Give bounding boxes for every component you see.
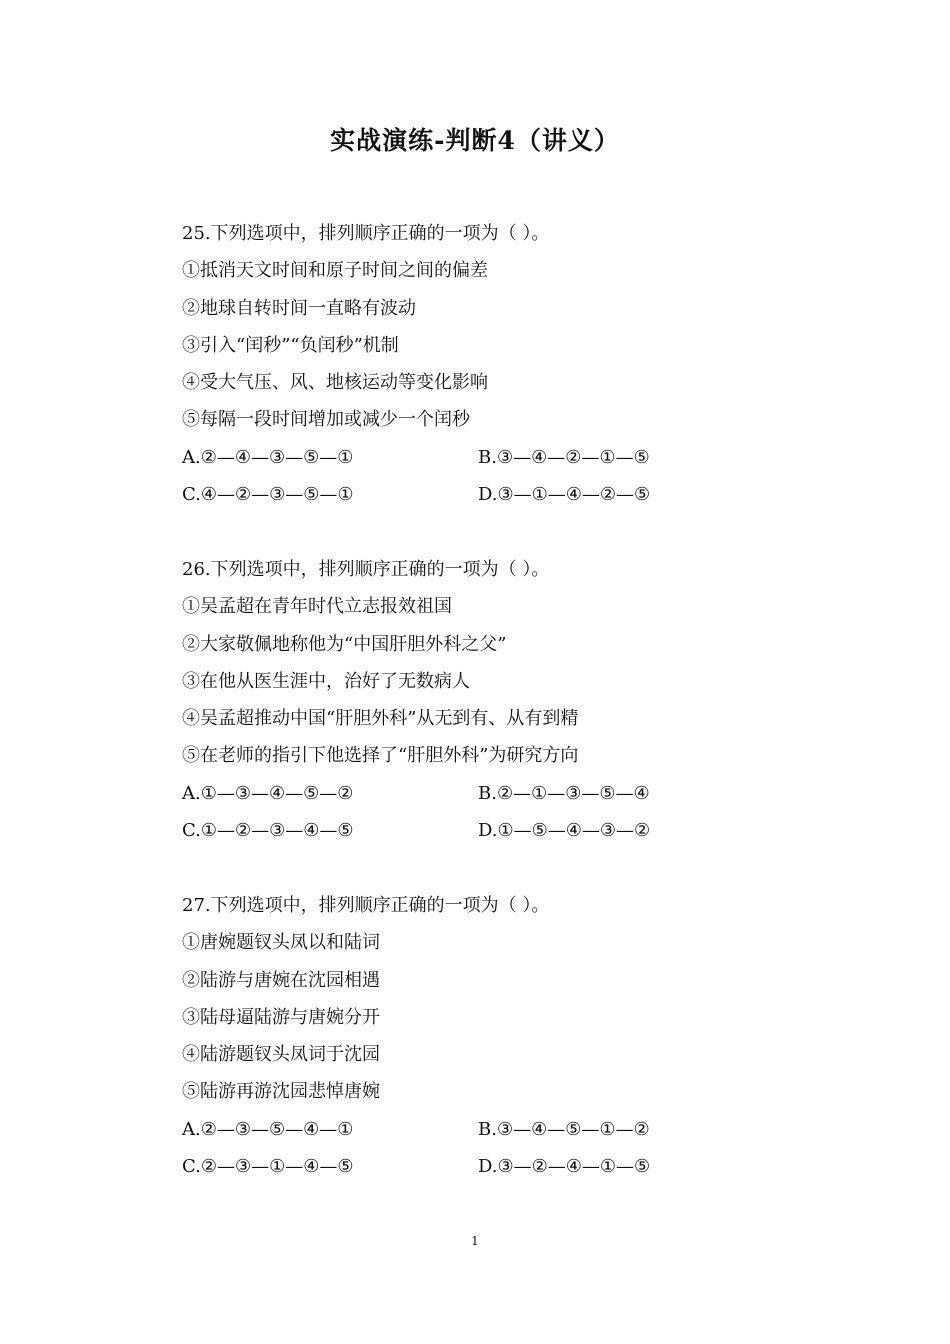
page-number: 1 [471, 1234, 479, 1248]
page-title: 实战演练-判断4（讲义） [330, 126, 620, 155]
statement-item: ④受大气压、风、地核运动等变化影响 [182, 372, 488, 394]
option-row [182, 1118, 742, 1155]
statement-item: ②大家敬佩地称他为“中国肝胆外科之父” [182, 633, 507, 655]
option-d: D.③—②—④—①—⑤ [478, 1156, 651, 1178]
statement-item: ③在他从医生涯中，治好了无数病人 [182, 670, 470, 692]
statement-item: ⑤陆游再游沈园悲悼唐婉 [182, 1081, 380, 1103]
question-26 [182, 558, 742, 856]
question-25 [182, 222, 742, 520]
statement-item: ①唐婉题钗头凤以和陆词 [182, 932, 380, 954]
option-c: C.②—③—①—④—⑤ [182, 1156, 354, 1178]
statement-item: ④陆游题钗头凤词于沈园 [182, 1044, 380, 1066]
option-c: C.④—②—③—⑤—① [182, 484, 354, 506]
statement-item: ④吴孟超推动中国“肝胆外科”从无到有、从有到精 [182, 708, 579, 730]
statement-item: ②陆游与唐婉在沈园相遇 [182, 969, 380, 991]
option-row [182, 483, 742, 520]
statement-item: ①吴孟超在青年时代立志报效祖国 [182, 596, 452, 618]
statement-item: ⑤每隔一段时间增加或减少一个闰秒 [182, 409, 470, 431]
option-d: D.③—①—④—②—⑤ [478, 484, 651, 506]
option-a: A.①—③—④—⑤—② [182, 782, 354, 804]
option-a: A.②—③—⑤—④—① [182, 1118, 354, 1140]
option-row [182, 446, 742, 483]
question-stem: 25.下列选项中，排列顺序正确的一项为（ ）。 [182, 223, 550, 244]
option-row [182, 1155, 742, 1192]
statement-item: ①抵消天文时间和原子时间之间的偏差 [182, 260, 488, 282]
question-stem: 26.下列选项中，排列顺序正确的一项为（ ）。 [182, 559, 550, 580]
option-a: A.②—④—③—⑤—① [182, 446, 354, 468]
question-27 [182, 894, 742, 1192]
option-d: D.①—⑤—④—③—② [478, 820, 651, 842]
option-b: B.③—④—②—①—⑤ [478, 446, 650, 468]
option-row [182, 782, 742, 819]
statement-item: ⑤在老师的指引下他选择了“肝胆外科”为研究方向 [182, 745, 579, 767]
option-b: B.②—①—③—⑤—④ [478, 782, 650, 804]
statement-item: ②地球自转时间一直略有波动 [182, 297, 416, 319]
option-row [182, 819, 742, 856]
statement-item: ③引入“闰秒”“负闰秒”机制 [182, 334, 399, 356]
statement-item: ③陆母逼陆游与唐婉分开 [182, 1006, 380, 1028]
option-b: B.③—④—⑤—①—② [478, 1118, 650, 1140]
option-c: C.①—②—③—④—⑤ [182, 820, 354, 842]
question-stem: 27.下列选项中，排列顺序正确的一项为（ ）。 [182, 895, 550, 916]
